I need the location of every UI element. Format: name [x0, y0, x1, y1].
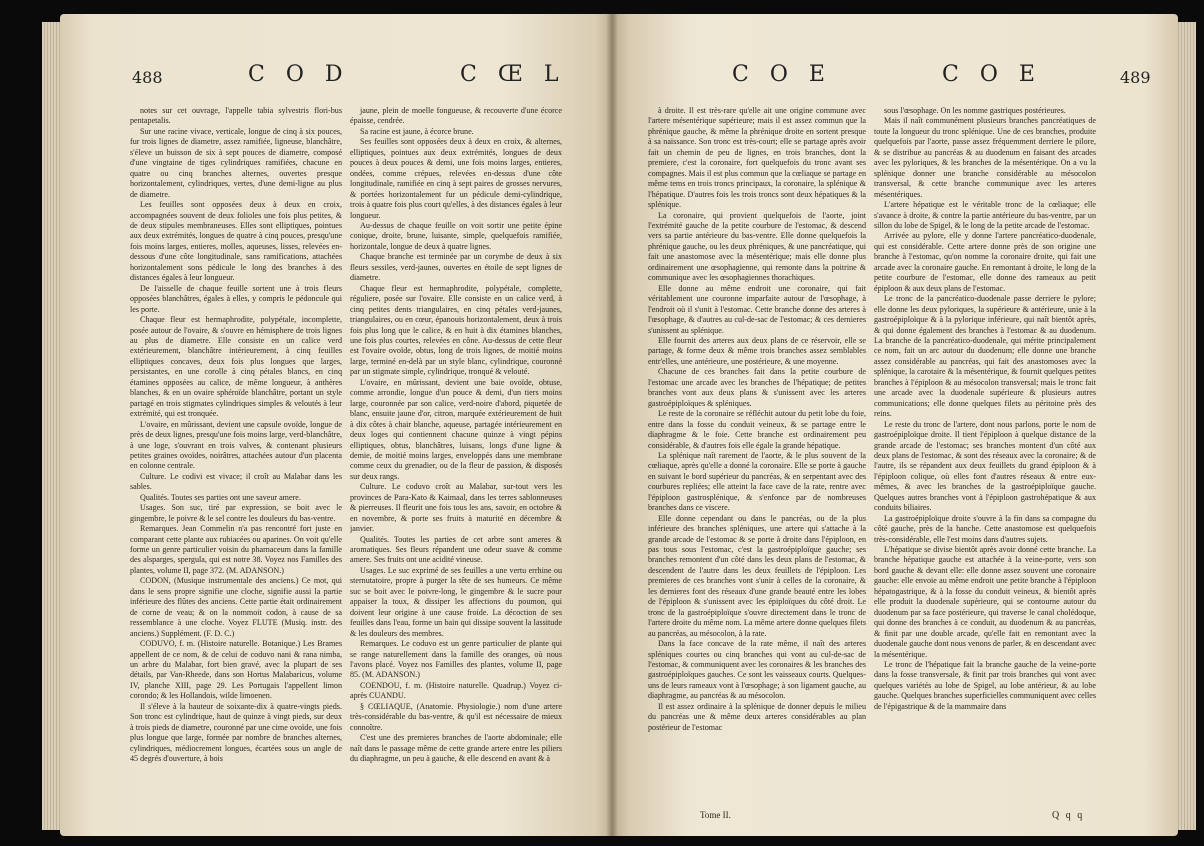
paragraph: L'ovaire, en mûrissant, devient une capsule ovoïde, longue de près de deux lignes, presqu'une fois moins large, verd-blanchâtre, à une loge, s'ouvrant en trois valves, & contenant plusieurs petites graines ovoïdes, noirâtres, attachées autour d'un placenta en colonne centrale.	[130, 419, 342, 471]
right-page-number: 489	[1120, 68, 1151, 87]
paragraph: Chaque fleur est hermaphrodite, polypétale, incomplette, posée autour de l'ovaire, & s'ouvre en hémisphere de trois lignes au plus de diametre. Elle consiste en un calice verd extérieurement, blanchâtre intérieurement, à cinq feuilles elliptiques concaves, deux fois plus longues que larges, persistantes, en une corolle à cinq pétales blancs, en cinq étamines opposées au calice, de même longueur, à anthères blanches, & en un ovaire sphéroïde blanchâtre, portant un style partagé en trois stigmates cylindriques simples & veloutés à leur extrémité, qui est tronquée.	[130, 315, 342, 419]
paragraph: Chaque branche est terminée par un corymbe de deux à six fleurs sessiles, verd-jaunes, ouvertes en étoile de sept lignes de diametre.	[350, 252, 562, 283]
left-column-2	[350, 106, 562, 826]
paragraph: Culture. Le codivi est vivace; il croît au Malabar dans les sables.	[130, 471, 342, 492]
paragraph: Mais il naît communément plusieurs branches pancréatiques de toute la longueur du tronc splénique. Une de ces branches, produite quelquefois par l'aorte, passe assez fréquemment derriere le pilore, & se distribue au pancréas & au duodenum en faisant des arcades avec les pyloriques, & les branches de la mésentérique. On a vu la splénique donner une branche considérable au mésocolon transversal, & cette branche communique avec les arteres mésentériques.	[874, 116, 1096, 199]
paragraph: Le reste du tronc de l'artere, dont nous parlons, porte le nom de gastroépiploïque droite. Il tient l'épiploon à quelque distance de la grande arcade de l'estomac; ses branches montent d'un côté aux deux plans de l'estomac, & sont des réseaux avec la coronaire; & de l'autre, ils se répandent aux deux feuillets du grand épiploon & à l'épiploon colique, où elles font d'autres réseaux & entre eux-mêmes, & avec les branches de la gastroépiploïque gauche. Quelques autres branches vont à l'épiploon gastrohépatique & aux conduits biliaires.	[874, 419, 1096, 513]
paragraph: notes sur cet ouvrage, l'appelle tabia sylvestris flori-bus pentapetalis.	[130, 106, 342, 126]
paragraph: Elle donne au même endroit une coronaire, qui fait véritablement une couronne imparfaite autour de l'œsophage, à l'endroit où il s'unit à l'estomac. Cette branche donne des arteres à l'œsophage, & d'autres au cul-de-sac de l'estomac; & ces dernieres s'unissent au splénique.	[648, 283, 866, 335]
paragraph: Il est assez ordinaire à la splénique de donner depuis le milieu du pancréas une & même deux arteres considérables au plan postérieur de l'estomac	[648, 701, 866, 732]
paragraph: Il s'éleve à la hauteur de soixante-dix à quatre-vingts pieds. Son tronc est cylindrique, haut de quinze à vingt pieds, sur deux à trois pieds de diametre, couronné par une cime ovoïde, une fois plus longue que large, formée par nombre de branches alternes, cylindriques, médiocrement longues, écartées sous un angle de 45 degrés d'ouverture, à bois	[130, 701, 342, 764]
left-running-head-1: C O D	[248, 62, 350, 87]
right-running-head-2: C O E	[942, 62, 1042, 87]
paragraph: Elle fournit des arteres aux deux plans de ce réservoir, elle se partage, & forme deux & même trois branches assez semblables entr'elles, une antérieure, une postérieure, & une moyenne.	[648, 335, 866, 366]
left-page-number: 488	[132, 68, 163, 87]
paragraph: Les feuilles sont opposées deux à deux en croix, accompagnées souvent de deux folioles une fois plus petites, & de deux stipules membraneuses. Elles sont elliptiques, pointues aux deux extrémités, longues de quatre à cinq pouces, presqu'une fois moins larges, entieres, molles, aqueuses, lisses, relevées en-dessous d'une côte longitudinale, sans ramifications, attachées horizontalement sons pédicule le long des branches à des distances égales à leur longueur.	[130, 200, 342, 283]
paragraph: Le tronc de la pancréatico-duodenale passe derriere le pylore; elle donne les deux pyloriques, la supérieure & antérieure, unie à la gastroépiploïque & à la pylorique inférieure, qui naît bientôt après, & qui donne également des branches à l'estomac & au duodenum. La branche de la pancréatico-duodenale, qui mérite principalement ce nom, fait un arc autour du duodenum; elle donne une branche assez considérable au pancréas, qui fait des anastomoses avec la splénique, la carotaire & la mésentérique, & fournit quelques petites branches à l'épiploon & au mésocolon transversal; mais le tronc fait une arcade avec la duodenale supérieure & plusieurs autres communications; elle donne quelques filets au péritoine près des reins.	[874, 294, 1096, 419]
paragraph: Qualités. Toutes les parties de cet arbre sont ameres & aromatiques. Ses fleurs répandent une odeur suave & comme amere. Ses fruits ont une acidité vineuse.	[350, 534, 562, 565]
paragraph: Usages. Son suc, tiré par expression, se boit avec le gingembre, le poivre & le sel contre les douleurs du bas-ventre.	[130, 503, 342, 523]
paragraph: L'ovaire, en mûrissant, devient une baie ovoïde, obtuse, comme arrondie, longue d'un pouce & demi, d'un tiers moins large, couronnée par son calice, verd-noire d'abord, piquetée de blanc, ensuite jaune d'or, citron, marquée extérieurement de huit à dix côtes à chair blanche, aqueuse, partagée intérieurement en deux loges qui contiennent chacune quinze à vingt pépins elliptiques, obtus, blanchâtres, luisans, longs d'une ligne & demie, de moitié moins larges, enveloppés dans une membrane comme ceux du grenadier, ou de la fleur de passion, & disposés sur deux rangs.	[350, 377, 562, 481]
paragraph: Sur une racine vivace, verticale, longue de cinq à six pouces, fur trois lignes de diametre, assez ramifiée, ligneuse, blanchâtre, s'éleve un buisson de six à sept pouces de diametre, composé d'une vingtaine de tiges cylindriques ramifiées, chacune en quatre ou cinq branches alternes, ouvertes presque horizontalement, cylindriques, vertes, d'une demi-ligne au plus de diametre.	[130, 126, 342, 199]
paragraph: Elle donne cependant ou dans le pancréas, ou de la plus inférieure des branches spléniques, une artere qui s'attache à la grande arcade de l'estomac & se porte à droite dans l'épiploon, en pas tous sous l'estomac, c'est la gastroépiploïque gauche; ses branches remontent d'un côté dans les deux plans de l'estomac, & descendent de l'autre dans les deux feuillets de l'épiploon. Les premieres de ces branches vont s'unir à celles de la coronaire, & les dernieres font des réseaux d'une grande beauté entre les lobes de l'épiploon & s'unissent avec les épiploïques du côté droit. Le tronc de la gastroépiploïque s'ouvre directement dans le tronc de l'artere droite du même nom. La même artere donne quelques filets au pancréas, au mésocolon, à la rate.	[648, 513, 866, 638]
paragraph: jaune, plein de moelle fongueuse, & recouverte d'une écorce épaisse, cendrée.	[350, 106, 562, 126]
paragraph: Remarques. Jean Commelin n'a pas rencontré fort juste en comparant cette plante aux rubiacées ou aparines. On voit qu'elle forme un genre particulier voisin du pharnaceum dans la famille des alsparges, spergula, qui est notre 38. Voyez nos Familles des plantes, volume II, page 372. (M. ADANSON.)	[130, 524, 342, 575]
open-book	[20, 8, 1200, 840]
paragraph: Culture. Le coduvo croît au Malabar, sur-tout vers les provinces de Para-Kato & Kaimaal, dans les terres sablonneuses & pierreuses. Il fleurit une fois tous les ans, savoir, en octobre & en novembre, & porte ses fruits à maturité en décembre & janvier.	[350, 482, 562, 534]
left-column-1	[130, 106, 342, 826]
paragraph: La gastroépiploïque droite s'ouvre à la fin dans sa compagne du côté gauche, près de la hanche. Cette anastomose est quelquefois très-considérable, elle l'est moins dans d'autres sujets.	[874, 513, 1096, 544]
paragraph: Chacune de ces branches fait dans la petite courbure de l'estomac une arcade avec les branches de l'hépatique; de petites branches vont aux deux plans & s'unissent avec les arteres gastroépiploïques & spléniques.	[648, 367, 866, 408]
paragraph: C'est une des premieres branches de l'aorte abdominale; elle naît dans le passage même de cette grande artere entre les piliers du diaphragme, un peu à gauche, & elle descend en avant & à	[350, 733, 562, 764]
paragraph: Sa racine est jaune, à écorce brune.	[360, 126, 474, 136]
right-column-1	[648, 106, 866, 806]
paragraph: Remarques. Le coduvo est un genre particulier de plante qui se range naturellement dans la famille des oranges, où nous l'avons placé. Voyez nos Familles des plantes, volume II, page 85. (M. ADANSON.)	[350, 639, 562, 680]
paragraph: CODON, (Musique instrumentale des anciens.) Ce mot, qui dans le sens propre signifie une cloche, signifie aussi la partie inférieure des flûtes des anciens. Cette partie était ordinairement de corne de veau; & on la nommoit codon, à cause de sa ressemblance à une cloche. Voyez FLUTE (Musiq. instr. des anciens.) Supplément. (F. D. C.)	[130, 576, 342, 638]
paragraph: Le tronc de l'hépatique fait la branche gauche de la veine-porte dans la fosse transversale, & finit par trois branches qui vont avec quelques variétés au lobe de Spigel, au lobe antérieur, & au lobe gauche. Quelques branches superficielles communiquent avec celles de l'épigastrique & de la mammaire dans	[874, 660, 1096, 711]
paragraph: à droite. Il est très-rare qu'elle ait une origine commune avec l'artere mésentérique supérieure; mais il est assez commun que la phrénique gauche, & même la phrénique droite en sortent presque à sa naissance. Son tronc est très-court; elle se partage après avoir fait un chemin de peu de lignes, en trois branches, dont la premiere, c'est la coronaire, fort quelquefois du tronc avant ses compagnes. Mais il est plus commun que la cœliaque se partage en même tems en trois troncs principaux, la coronaire, la splénique & l'hépatique. D'autres fois les trois troncs sont deux hépatiques & la splénique.	[648, 106, 866, 210]
page-edges-left	[42, 22, 60, 830]
book-gutter	[606, 14, 618, 836]
paragraph: De l'aisselle de chaque feuille sortent une à trois fleurs opposées blanchâtres, égales à elles, y compris le pédoncule qui les porte.	[130, 283, 342, 314]
footer-signature: Q q q	[1052, 810, 1085, 821]
paragraph: Chaque fleur est hermaphrodite, polypétale, complette, réguliere, posée sur l'ovaire. Elle consiste en un calice verd, à cinq petites dents triangulaires, en cinq pétales verd-jaunes, triangulaires, ou en cœur, épanouis horizontalement, deux à trois fois plus long que le calice, & en huit à dix étamines blanches, une fois plus courtes, relevées en cône. Au-dessus de cette fleur est l'ovaire ovoïde, obtus, long de trois lignes, de moitié moins large, terminé en-delà par un style blanc, cylindrique, couronné par un stigmate simple, cylindrique, tronqué & velouté.	[350, 283, 562, 377]
paragraph: Dans la face concave de la rate même, il naît des arteres spléniques courtes ou cinq branches qui vont au cul-de-sac de l'estomac, & communiquent avec les coronaires & les branches des gastroépiploïques gauches. Ce sont les vaisseaux courts. Quelques-uns de leurs rameaux vont à l'œsophage; à son ligament gauche, au diaphragme, au pancréas & au mésocolon.	[648, 639, 866, 701]
left-running-head-2: C Œ L	[460, 62, 566, 87]
page-edges-right	[1178, 22, 1196, 830]
paragraph: CODUVO, f. m. (Histoire naturelle. Botanique.) Les Brames appellent de ce nom, & de celui de coduvo nani & rana nimba, un arbre du Malabar, fort bien gravé, avec la plupart de ses détails, par Van-Rheede, dans son Hortus Malabaricus, volume IV, planche XIII, page 29. Les Portugais l'appellent limon corondo; & les Hollandois, wilde limoenen.	[130, 639, 342, 701]
paragraph: sous l'œsophage. On les nomme gastriques postérieures.	[884, 106, 1066, 115]
paragraph: Usages. Le suc exprimé de ses feuilles a une vertu errhine ou sternutatoire, propre à purger la tête de ses humeurs. Ce même suc se boit avec le poivre-long, le gingembre & le sucre pour appaiser la toux, & dissiper les affections du poumon, qui doivent leur origine à une cause froide. La décoction de ses feuilles dans l'eau, forme un bain qui dissipe souvent la lassitude & les douleurs des membres.	[350, 565, 562, 638]
paragraph: Au-dessus de chaque feuille on voit sortir une petite épine conique, droite, brune, luisante, simple, quelquefois ramifiée, horizontale, longue de deux à quatre lignes.	[350, 220, 562, 251]
left-header	[60, 62, 612, 92]
paragraph: L'hépatique se divise bientôt après avoir donné cette branche. La branche hépatique gauche est attachée à la veine-porte, vers son bord gauche & devant elle: elle donne assez souvent une coronaire gauche: elle envoie au même endroit une petite branche à l'épiploon hépatogastrique, & à la fosse du conduit veineux, & bientôt après elle produit la duodenale supérieure, qui se contourne autour du duodenum par sa face postérieure, qui traverse le canal cholédoque, qui donne des branches à ce conduit, au duodenum & au pancréas, & finit par une double arcade, qu'elle fait en remontant avec la duodenale gauche dont nous venons de parler, & en descendant avec la mésentérique.	[874, 545, 1096, 659]
right-column-2	[874, 106, 1096, 806]
footer-volume: Tome II.	[700, 810, 731, 820]
right-header	[612, 62, 1178, 92]
paragraph: § CŒLIAQUE, (Anatomie. Physiologie.) nom d'une artere très-considérable du bas-ventre, & qu'il est nécessaire de mieux connoître.	[350, 701, 562, 732]
paragraph: COENDOU, f. m. (Histoire naturelle. Quadrup.) Voyez ci-après CUANDU.	[350, 680, 562, 701]
paragraph: La coronaire, qui provient quelquefois de l'aorte, joint l'extrémité gauche de la petite courbure de l'estomac, & descend vers sa partie antérieure du bas-ventre. Elle donne quelquefois la phrénique gauche, ou les deux phréniques, & une pancréatique, qui fait une anastomose avec la mésentérique; mais elle donne plus ordinairement une œsophagienne, qui remonte dans la poitrine & communique avec les œsophagiennes thorachiques.	[648, 210, 866, 283]
right-running-head-1: C O E	[732, 62, 832, 87]
left-page	[60, 14, 612, 836]
paragraph: L'artere hépatique est le véritable tronc de la cœliaque; elle s'avance à droite, & contre la partie antérieure du bas-ventre, par un sillon du lobe de Spigel, & le long de la petite arcade de l'estomac.	[874, 200, 1096, 230]
right-page	[612, 14, 1178, 836]
paragraph: Ses feuilles sont opposées deux à deux en croix, & alternes, elliptiques, pointues aux deux extrémités, longues de deux pouces à deux pouces & demi, une fois moins larges, entieres, ondées, comme crépues, relevées en-dessus d'une côte longitudinale, ramifiée en cinq à sept paires de grosses nervures, & portées horizontalement fur un pédicule demi-cylindrique, trois à quatre fois plus court qu'elles, à des distances égales à leur longueur.	[350, 137, 562, 220]
paragraph: Arrivée au pylore, elle y donne l'artere pancréatico-duodenale, qui est considérable. Cette artere donne près de son origine une branche à l'estomac, qu'on nomme la coronaire droite, qui fait une arcade avec la coronaire gauche. En remontant à droite, le long de la petite courbure de l'estomac, elle donne des rameaux au petit épiploon & aux deux plans de l'estomac.	[874, 231, 1096, 293]
paragraph: Le reste de la coronaire se réfléchit autour du petit lobe du foie, entre dans la fosse du conduit veineux, & se partage entre le diaphragme & le foie. Cette branche est ordinairement peu considérable, & d'autres fois elle égale la grande hépatique.	[648, 409, 866, 450]
paragraph: La splénique naît rarement de l'aorte, & le plus souvent de la cœliaque, après qu'elle a donné la coronaire. Elle se porte à gauche en suivant le bord supérieur du pancréas, & en serpentant avec des courbures repliées; elle atteint la face cave de la rate, rentre avec l'épiploon gastrosplénique, & s'enfonce par de nombreuses branches dans ce viscere.	[648, 450, 866, 513]
paragraph: Qualités. Toutes ses parties ont une saveur amere.	[140, 492, 301, 502]
